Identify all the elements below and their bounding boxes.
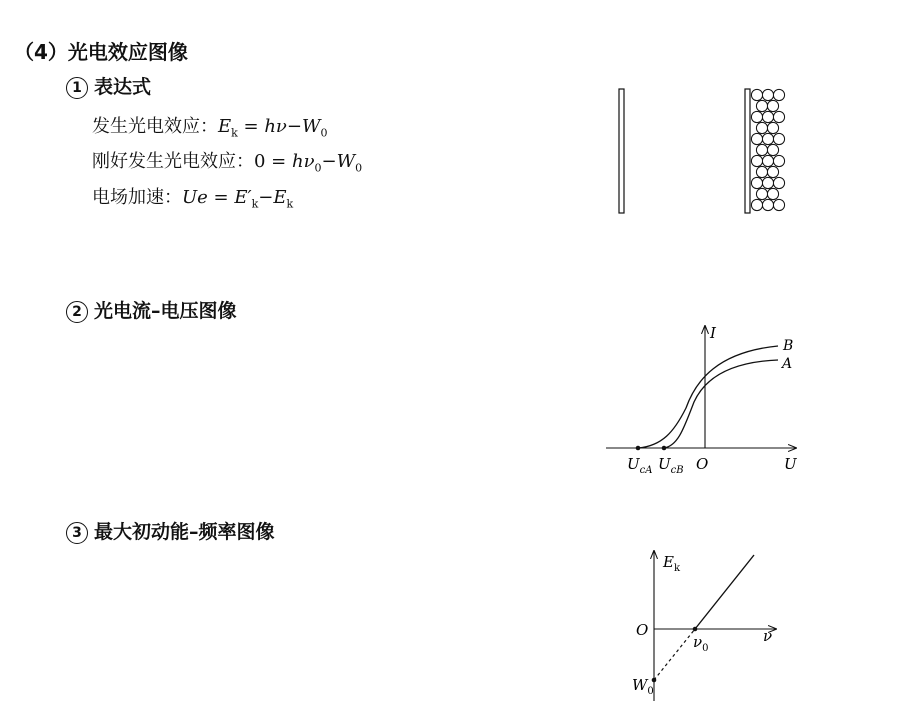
photoelectric-apparatus-diagram — [600, 80, 800, 220]
formula-1-w-sub: 0 — [320, 126, 328, 140]
u-axis-label: U — [784, 455, 797, 473]
formula-1-eq: = — [237, 116, 265, 137]
ball — [756, 144, 767, 155]
ball — [762, 89, 773, 100]
nu-axis-label: ν — [763, 627, 773, 645]
formula-3-minus: − — [258, 187, 274, 208]
formula-3-ue: Ue — [182, 187, 208, 208]
formula-1-hv: hν — [264, 116, 287, 137]
i-axis-label: I — [710, 324, 716, 342]
ucb-point — [662, 446, 667, 451]
formula-1-w: W — [301, 116, 321, 137]
ball — [756, 188, 767, 199]
uca-label: $U_{cA}$ — [627, 455, 653, 476]
nu0-point — [693, 627, 698, 632]
ball — [767, 100, 778, 111]
ball — [751, 155, 762, 166]
ball — [756, 166, 767, 177]
part2-title: 光电流–电压图像 — [94, 300, 237, 322]
formula-2-minus: − — [321, 151, 337, 172]
formula-3-label: 电场加速： — [92, 187, 182, 208]
formula-line-3 — [92, 183, 293, 211]
part3-heading — [66, 517, 275, 544]
ek-axis-label: $E_k$ — [663, 553, 681, 574]
uca-point — [636, 446, 641, 451]
formula-3-eq: = — [207, 187, 235, 208]
formula-1-k: k — [231, 126, 238, 140]
formula-2-lhs: 0 — [254, 151, 266, 172]
part3-number: 3 — [66, 522, 88, 544]
ball — [767, 144, 778, 155]
w0-point — [652, 678, 657, 683]
ek-line-extension — [654, 629, 695, 680]
ball — [762, 111, 773, 122]
curve-a — [664, 360, 778, 448]
formula-2-w-sub: 0 — [355, 161, 363, 175]
formula-2-w: W — [336, 151, 356, 172]
ball — [751, 111, 762, 122]
formula-3-k2: k — [286, 197, 294, 211]
ball — [767, 122, 778, 133]
ball — [751, 177, 762, 188]
iu-origin-label: O — [696, 455, 709, 473]
formula-2-eq: = — [265, 151, 292, 172]
part1-number: 1 — [66, 77, 88, 99]
part2-number: 2 — [66, 301, 88, 323]
formula-3-k1: k — [251, 197, 259, 211]
photocurrent-voltage-graph — [600, 320, 810, 480]
ball — [773, 155, 784, 166]
formula-1-label: 发生光电效应： — [92, 116, 218, 137]
ball — [773, 133, 784, 144]
formula-line-1 — [92, 112, 328, 140]
left-plate — [619, 89, 624, 213]
ball — [762, 155, 773, 166]
formula-2-label: 刚好发生光电效应： — [92, 151, 254, 172]
curve-a-label: A — [782, 356, 793, 372]
formula-2-nu-sub: 0 — [314, 161, 322, 175]
ball — [751, 199, 762, 210]
part2-heading — [66, 296, 237, 323]
right-plate — [745, 89, 750, 213]
part1-heading — [66, 72, 151, 99]
ball — [773, 111, 784, 122]
ball — [773, 89, 784, 100]
ball — [773, 177, 784, 188]
ucb-label: $U_{cB}$ — [658, 455, 684, 476]
ball — [762, 133, 773, 144]
w0-label: $W_0$ — [632, 676, 654, 697]
kinetic-energy-frequency-graph — [620, 545, 790, 705]
formula-3-e: E — [273, 187, 287, 208]
formula-1-minus: − — [286, 116, 302, 137]
curve-b-label: B — [783, 338, 794, 354]
ball — [751, 89, 762, 100]
ball — [773, 199, 784, 210]
ball — [762, 199, 773, 210]
ball — [751, 133, 762, 144]
ek-origin-label: O — [636, 621, 649, 639]
nu0-label: $\nu_0$ — [693, 633, 709, 654]
part3-title: 最大初动能–频率图像 — [94, 521, 275, 543]
section-title: （4）光电效应图像 — [14, 40, 188, 64]
formula-1-e: E — [218, 116, 232, 137]
formula-3-e-prime: E′ — [234, 187, 252, 208]
part1-title: 表达式 — [94, 76, 152, 98]
formula-2-hv: hν — [291, 151, 315, 172]
formula-line-2 — [92, 147, 362, 175]
ball — [767, 166, 778, 177]
ball — [762, 177, 773, 188]
ball — [767, 188, 778, 199]
ball — [756, 122, 767, 133]
ball — [756, 100, 767, 111]
ek-line — [695, 555, 754, 629]
ball-stack — [751, 89, 784, 210]
